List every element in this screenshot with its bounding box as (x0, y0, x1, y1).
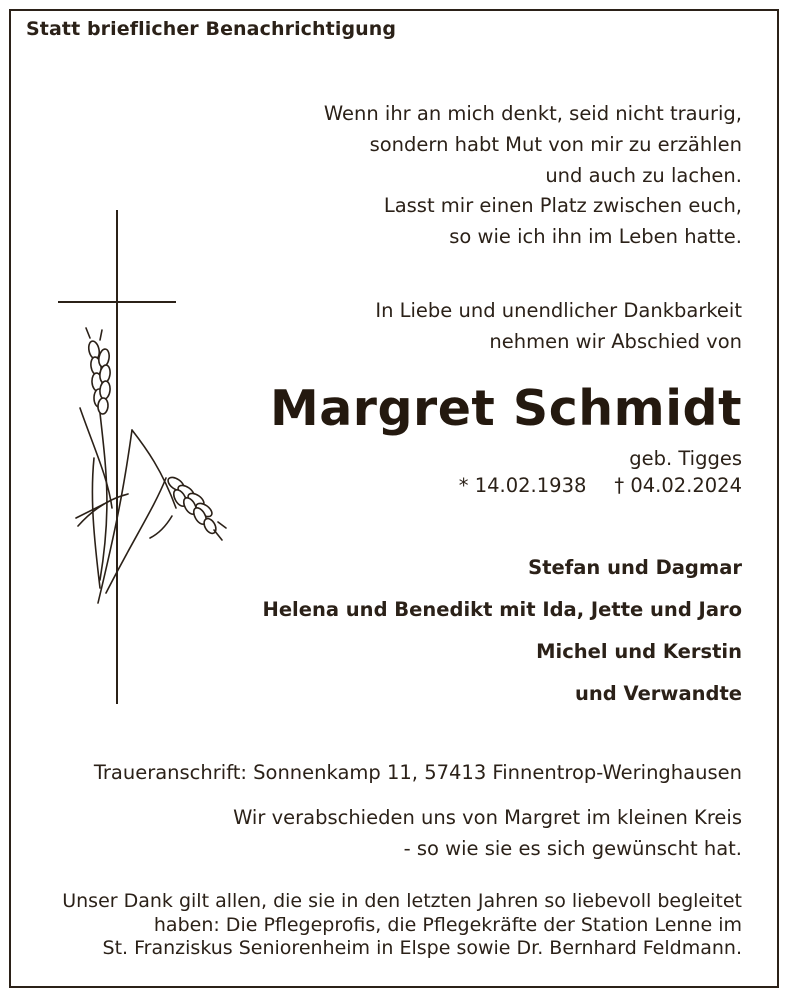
thanks-line: Unser Dank gilt allen, die sie in den letzten Jahren so liebevoll begleitet (62, 890, 742, 912)
intro-line: nehmen wir Abschied von (489, 330, 742, 353)
mourner-entry: Helena und Benedikt mit Ida, Jette und Jaro (262, 598, 742, 621)
mourner-entry: Michel und Kerstin (536, 640, 742, 663)
birth-name: geb. Tigges (629, 447, 742, 470)
closing-note (233, 802, 742, 864)
mourner-entry: Stefan und Dagmar (528, 556, 742, 579)
poem-line: sondern habt Mut von mir zu erzählen (369, 132, 742, 156)
closing-line: Wir verabschieden uns von Margret im kleinen Kreis (233, 806, 742, 829)
intro-line: In Liebe und unendlicher Dankbarkeit (375, 299, 742, 322)
mourners-list (263, 547, 742, 715)
closing-line: - so wie sie es sich gewünscht hat. (403, 837, 742, 860)
thanks-line: St. Franziskus Seniorenheim in Elspe sowie Dr. Bernhard Feldmann. (102, 937, 742, 959)
death-date: † 04.02.2024 (614, 474, 742, 497)
life-dates (459, 471, 742, 501)
poem-line: Lasst mir einen Platz zwischen euch, (383, 194, 742, 218)
notice-header: Statt brieflicher Benachrichtigung (26, 18, 397, 40)
farewell-intro (375, 295, 742, 357)
thanks-line: haben: Die Pflegeprofis, die Pflegekräfte der Station Lenne im (153, 913, 742, 936)
poem-line: so wie ich ihn im Leben hatte. (449, 225, 742, 249)
memorial-poem (324, 99, 742, 253)
poem-line: und auch zu lachen. (545, 163, 742, 187)
mourning-address: Traueranschrift: Sonnenkamp 11, 57413 Finnentrop-Weringhausen (93, 761, 742, 784)
thanks-note (62, 890, 742, 961)
poem-line: Wenn ihr an mich denkt, seid nicht traurig, (323, 102, 742, 125)
cross-icon (58, 210, 176, 704)
cross-with-wheat-icon (54, 208, 234, 708)
wheat-icon (76, 328, 226, 603)
deceased-name: Margret Schmidt (269, 380, 742, 437)
mourner-entry: und Verwandte (575, 682, 742, 705)
birth-date: * 14.02.1938 (458, 474, 587, 497)
